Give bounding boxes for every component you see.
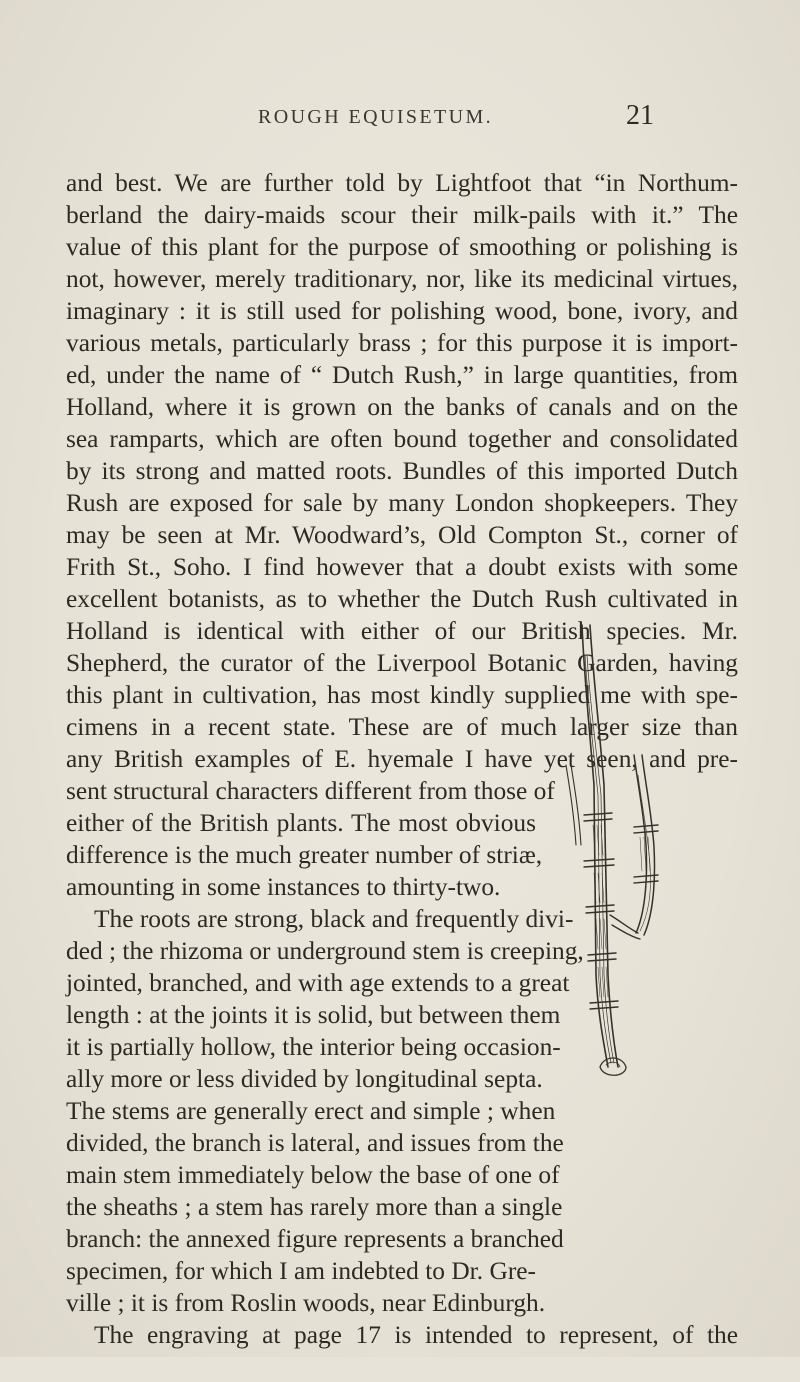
text-line: various metals, particularly brass ; for this purpose it is import- <box>66 329 738 357</box>
page-number: 21 <box>626 100 654 131</box>
text-line: jointed, branched, and with age extends to a great <box>66 969 570 997</box>
text-line: cimens in a recent state. These are of much larger size than <box>66 713 738 741</box>
text-line: may be seen at Mr. Woodward’s, Old Compton St., corner of <box>66 521 738 549</box>
text-line: difference is the much greater number of striæ, <box>66 841 543 869</box>
text-line: and best. We are further told by Lightfoot that “in Northum- <box>66 169 738 197</box>
text-line: branch: the annexed figure represents a branched <box>66 1225 564 1253</box>
text-line: excellent botanists, as to whether the Dutch Rush cultivated in <box>66 585 738 613</box>
running-head <box>0 100 800 136</box>
text-line: any British examples of E. hyemale I have yet seen, and pre- <box>66 745 738 773</box>
text-line: berland the dairy-maids scour their milk-pails with it.” The <box>66 201 738 229</box>
equisetum-engraving <box>560 615 668 1085</box>
text-line: main stem immediately below the base of one of <box>66 1161 560 1189</box>
text-line: Frith St., Soho. I find however that a doubt exists with some <box>66 553 738 581</box>
text-line: Shepherd, the curator of the Liverpool Botanic Garden, having <box>66 649 738 677</box>
text-line: it is partially hollow, the interior being occasion- <box>66 1033 561 1061</box>
text-line: The stems are generally erect and simple ; when <box>66 1097 556 1125</box>
text-line: specimen, for which I am indebted to Dr. Gre- <box>66 1257 536 1285</box>
text-line: ville ; it is from Roslin woods, near Edinburgh. <box>66 1289 546 1317</box>
text-line: Holland is identical with either of our British species. Mr. <box>66 617 738 645</box>
text-line: Holland, where it is grown on the banks of canals and on the <box>66 393 738 421</box>
text-line: the sheaths ; a stem has rarely more than a single <box>66 1193 563 1221</box>
text-line: by its strong and matted roots. Bundles of this imported Dutch <box>66 457 738 485</box>
text-line: not, however, merely traditionary, nor, like its medicinal virtues, <box>66 265 738 293</box>
text-line: imaginary : it is still used for polishing wood, bone, ivory, and <box>66 297 738 325</box>
text-line: amounting in some instances to thirty-two. <box>66 873 501 901</box>
text-line: ally more or less divided by longitudinal septa. <box>66 1065 543 1093</box>
text-line: sea ramparts, which are often bound together and consolidated <box>66 425 738 453</box>
running-title: ROUGH EQUISETUM. <box>258 106 494 128</box>
text-line: this plant in cultivation, has most kindly supplied me with spe- <box>66 681 738 709</box>
text-line: value of this plant for the purpose of smoothing or polishing is <box>66 233 738 261</box>
text-line: Rush are exposed for sale by many London shopkeepers. They <box>66 489 738 517</box>
text-line: length : at the joints it is solid, but between them <box>66 1001 561 1029</box>
text-line: sent structural characters different from those of <box>66 777 555 805</box>
paragraph-start: The roots are strong, black and frequently divi- <box>94 905 574 933</box>
text-line: divided, the branch is lateral, and issues from the <box>66 1129 564 1157</box>
text-line: ded ; the rhizoma or underground stem is creeping, <box>66 937 584 965</box>
text-line: either of the British plants. The most obvious <box>66 809 536 837</box>
text-line: ed, under the name of “ Dutch Rush,” in large quantities, from <box>66 361 738 389</box>
paragraph-start: The engraving at page 17 is intended to represent, of the <box>94 1321 738 1349</box>
